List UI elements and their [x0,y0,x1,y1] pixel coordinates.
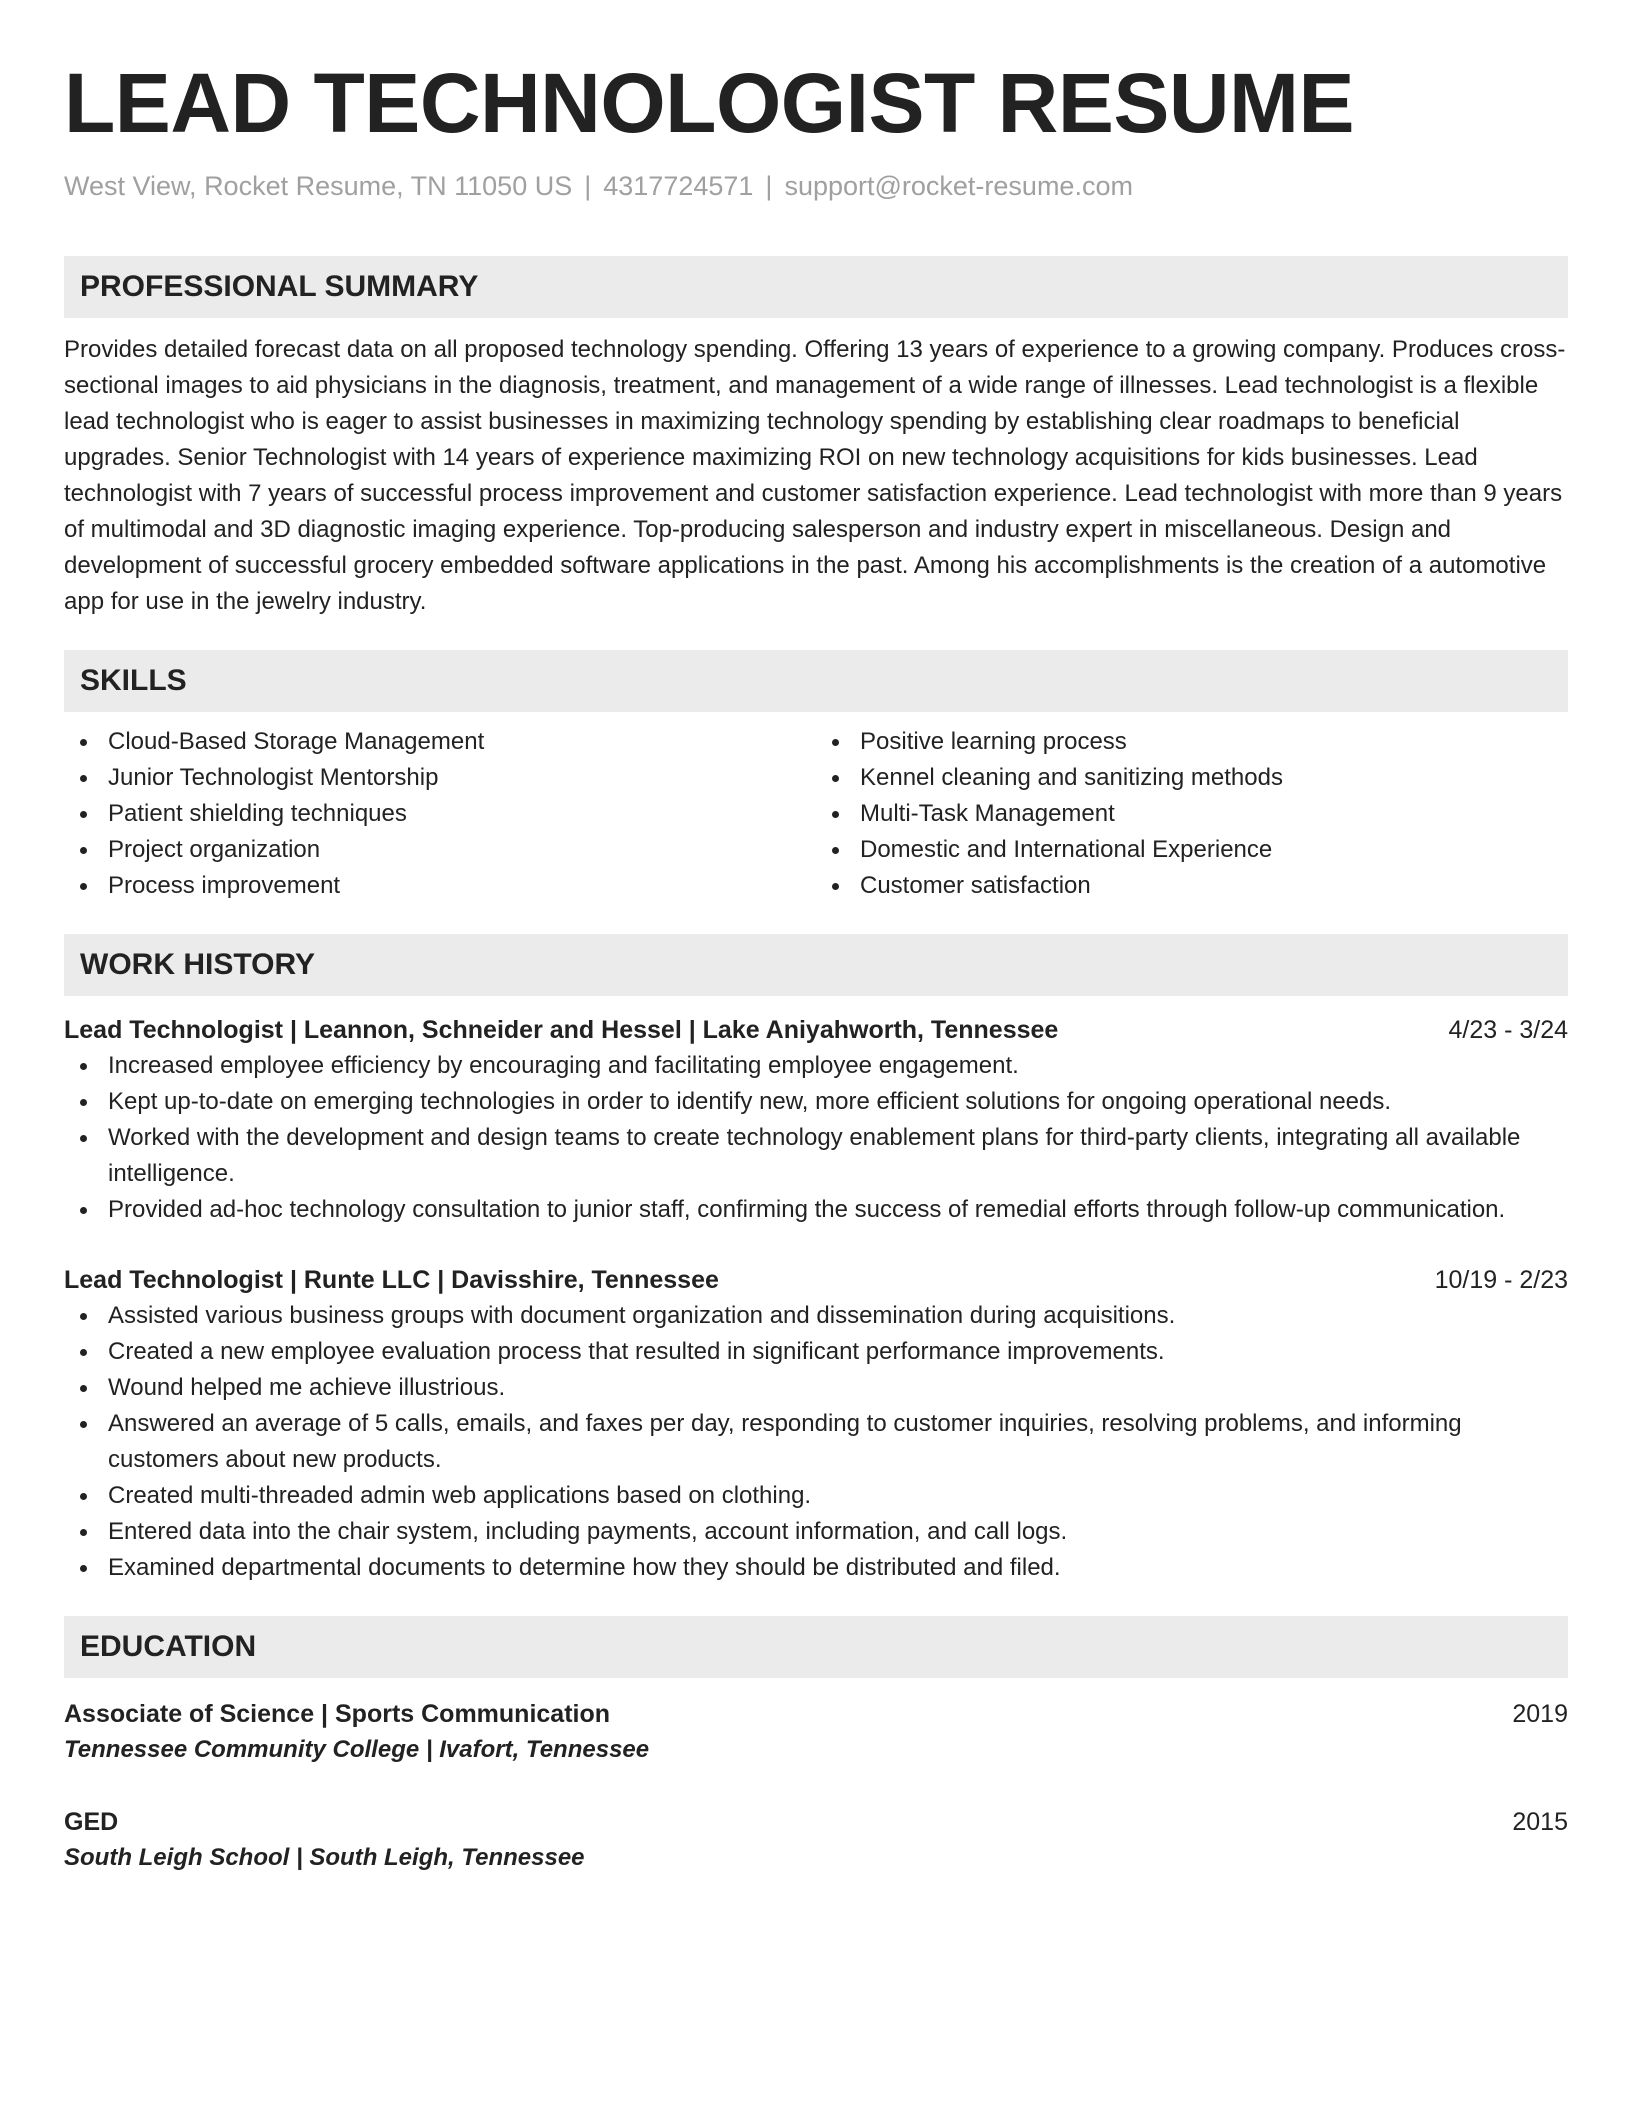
contact-separator: | [584,171,592,201]
section-heading-work-history: WORK HISTORY [64,934,1568,996]
contact-email: support@rocket-resume.com [784,171,1133,201]
contact-separator: | [765,171,773,201]
summary-text: Provides detailed forecast data on all proposed technology spending. Offering 13 years of experience to a growing company. Produces cross-sectional images to aid physicians in the diagnosis, treatment, and management of a wide range of illnesses. Lead technologist is a flexible lead technologist who is eager to assist businesses in maximizing technology spending by establishing clear roadmaps to beneficial upgrades. Senior Technologist with 14 years of experience maximizing ROI on new technology acquisitions for kids businesses. Lead technologist with 7 years of successful process improvement and customer satisfaction experience. Lead technologist with more than 9 years of multimodal and 3D diagnostic imaging experience. Top-producing salesperson and industry expert in miscellaneous. Design and development of successful grocery embedded software applications in the past. Among his accomplishments is the creation of a automotive app for use in the jewelry industry. [64,336,1566,615]
skill-item: Cloud-Based Storage Management [64,724,816,760]
education-degree: GED [64,1808,119,1836]
skill-item: Domestic and International Experience [816,832,1568,868]
education-year: 2019 [1512,1700,1568,1728]
skills-column-right [816,724,1568,904]
skill-item: Positive learning process [816,724,1568,760]
contact-line [64,168,1568,204]
job-entry [64,1012,1568,1228]
job-bullet: Examined departmental documents to determine how they should be distributed and filed. [64,1550,1568,1586]
education-entry [64,1804,1568,1876]
skill-item: Multi-Task Management [816,796,1568,832]
skill-item: Junior Technologist Mentorship [64,760,816,796]
job-bullet: Increased employee efficiency by encouraging and facilitating employee engagement. [64,1048,1568,1084]
section-heading-education: EDUCATION [64,1616,1568,1678]
job-bullet: Entered data into the chair system, including payments, account information, and call logs. [64,1514,1568,1550]
resume-title: LEAD TECHNOLOGIST RESUME [64,56,1355,150]
job-entry [64,1262,1568,1586]
contact-address: West View, Rocket Resume, TN 11050 US [64,171,573,201]
job-title: Lead Technologist | Runte LLC | Davisshire, Tennessee [64,1266,719,1294]
skill-item: Kennel cleaning and sanitizing methods [816,760,1568,796]
job-bullet: Provided ad-hoc technology consultation to junior staff, confirming the success of remedial efforts through follow-up communication. [64,1192,1568,1228]
skills-column-left [64,724,816,904]
education-degree: Associate of Science | Sports Communication [64,1700,611,1728]
job-bullet: Created multi-threaded admin web applications based on clothing. [64,1478,1568,1514]
job-bullet: Kept up-to-date on emerging technologies in order to identify new, more efficient solutions for ongoing operational needs. [64,1084,1568,1120]
education-entry [64,1696,1568,1768]
job-bullet-list [64,1298,1568,1586]
contact-phone: 4317724571 [603,171,754,201]
skills-list [64,724,1568,904]
job-bullet: Answered an average of 5 calls, emails, and faxes per day, responding to customer inquiries, resolving problems, and informing customers about new products. [64,1406,1568,1478]
education-school: South Leigh School | South Leigh, Tennessee [64,1844,585,1871]
skill-item: Customer satisfaction [816,868,1568,904]
skill-item: Project organization [64,832,816,868]
section-heading-skills: SKILLS [64,650,1568,712]
job-dates: 10/19 - 2/23 [1434,1266,1568,1294]
job-header [64,1012,1568,1048]
job-bullet: Wound helped me achieve illustrious. [64,1370,1568,1406]
skill-item: Patient shielding techniques [64,796,816,832]
job-dates: 4/23 - 3/24 [1448,1016,1568,1044]
job-bullet: Assisted various business groups with document organization and dissemination during acquisitions. [64,1298,1568,1334]
job-header [64,1262,1568,1298]
education-header [64,1804,1568,1840]
education-school: Tennessee Community College | Ivafort, Tennessee [64,1736,650,1763]
skill-item: Process improvement [64,868,816,904]
education-year: 2015 [1512,1808,1568,1836]
job-title: Lead Technologist | Leannon, Schneider and Hessel | Lake Aniyahworth, Tennessee [64,1016,1059,1044]
job-bullet-list [64,1048,1568,1228]
education-header [64,1696,1568,1732]
job-bullet: Worked with the development and design teams to create technology enablement plans for third-party clients, integrating all available intelligence. [64,1120,1568,1192]
section-heading-summary: PROFESSIONAL SUMMARY [64,256,1568,318]
job-bullet: Created a new employee evaluation process that resulted in significant performance improvements. [64,1334,1568,1370]
